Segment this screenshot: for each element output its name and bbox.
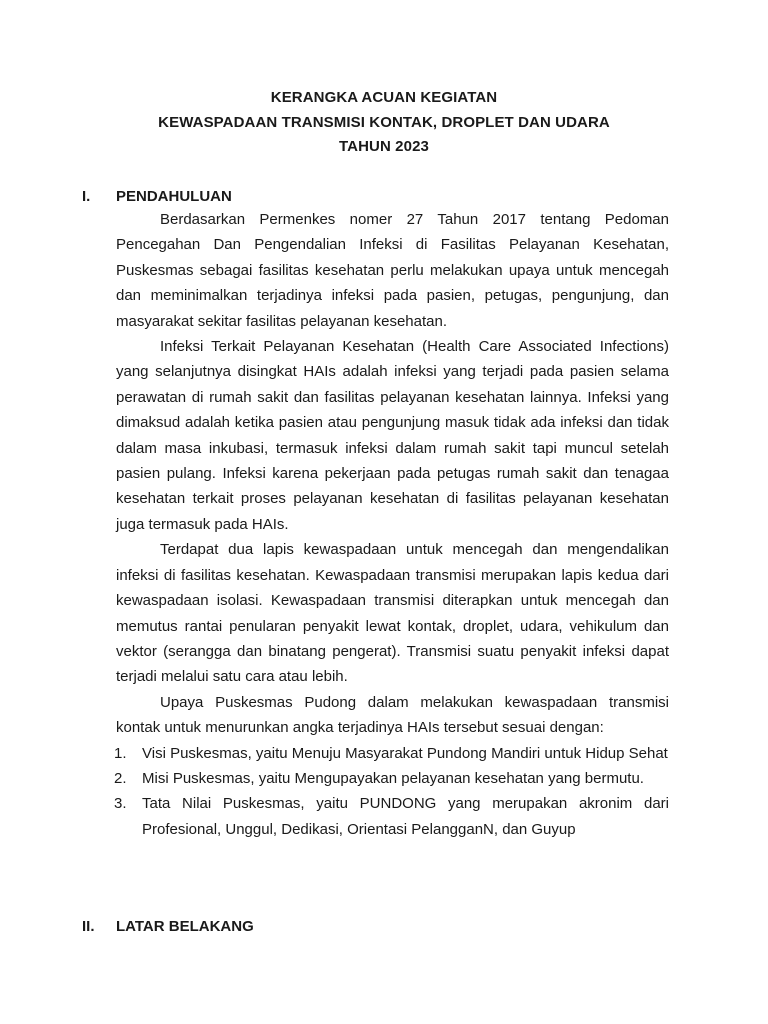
section-title: PENDAHULUAN [116, 188, 232, 205]
list-marker: 3. [114, 795, 127, 813]
list-item [116, 766, 669, 791]
section-heading-pendahuluan [82, 187, 232, 207]
section-body-pendahuluan [116, 207, 669, 842]
paragraph: Infeksi Terkait Pelayanan Kesehatan (Health Care Associated Infections) yang selanjutnya disingkat HAIs adalah infeksi yang terjadi pada pasien selama perawatan di rumah sakit dan fasilitas pelayanan kesehatan lainnya. Infeksi yang dimaksud adalah ketika pasien atau pengunjung masuk tidak ada infeksi dan tidak dalam masa inkubasi, termasuk infeksi dalam rumah sakit tapi muncul setelah pasien pulang. Infeksi karena pekerjaan pada petugas rumah sakit dan tenagaa kesehatan terkait proses pelayanan kesehatan di fasilitas pelayanan kesehatan juga termasuk pada HAIs. [116, 338, 669, 533]
title-line-2: KEWASPADAAN TRANSMISI KONTAK, DROPLET DAN UDARA [158, 113, 610, 131]
list-item [116, 741, 669, 766]
paragraph: Berdasarkan Permenkes nomer 27 Tahun 2017 tentang Pedoman Pencegahan Dan Pengendalian Infeksi di Fasilitas Pelayanan Kesehatan, Puskesmas sebagai fasilitas kesehatan perlu melakukan upaya untuk mencegah dan meminimalkan terjadinya infeksi pada pasien, petugas, pengunjung, dan masyarakat sekitar fasilitas pelayanan kesehatan. [116, 211, 669, 330]
paragraph: Terdapat dua lapis kewaspadaan untuk mencegah dan mengendalikan infeksi di fasilitas kesehatan. Kewaspadaan transmisi merupakan lapis kedua dari kewaspadaan isolasi. Kewaspadaan transmisi diterapkan untuk mencegah dan memutus rantai penularan penyakit lewat kontak, droplet, udara, vehikulum dan vektor (serangga dan binatang pengerat). Transmisi suatu penyakit infeksi dapat terjadi melalui satu cara atau lebih. [116, 541, 669, 686]
paragraph: Upaya Puskesmas Pudong dalam melakukan kewaspadaan transmisi kontak untuk menurunkan angka terjadinya HAIs tersebut sesuai dengan: [116, 693, 669, 737]
title-line-3: TAHUN 2023 [339, 138, 429, 155]
list-item-text: Misi Puskesmas, yaitu Mengupayakan pelayanan kesehatan yang bermutu. [142, 769, 644, 787]
section-number: I. [82, 188, 91, 205]
list-marker: 1. [114, 744, 127, 762]
section-number: II. [82, 918, 95, 935]
section-heading-latar-belakang [82, 917, 254, 937]
list-marker: 2. [114, 769, 127, 787]
document-title [0, 86, 768, 160]
list-item-text: Visi Puskesmas, yaitu Menuju Masyarakat Pundong Mandiri untuk Hidup Sehat [142, 744, 668, 762]
title-line-1: KERANGKA ACUAN KEGIATAN [270, 89, 498, 106]
list-item-text: Tata Nilai Puskesmas, yaitu PUNDONG yang merupakan akronim dari Profesional, Unggul, Dedikasi, Orientasi PelangganN, dan Guyup [142, 795, 669, 838]
section-title: LATAR BELAKANG [116, 918, 254, 935]
numbered-list [116, 741, 669, 843]
list-item [116, 791, 669, 842]
